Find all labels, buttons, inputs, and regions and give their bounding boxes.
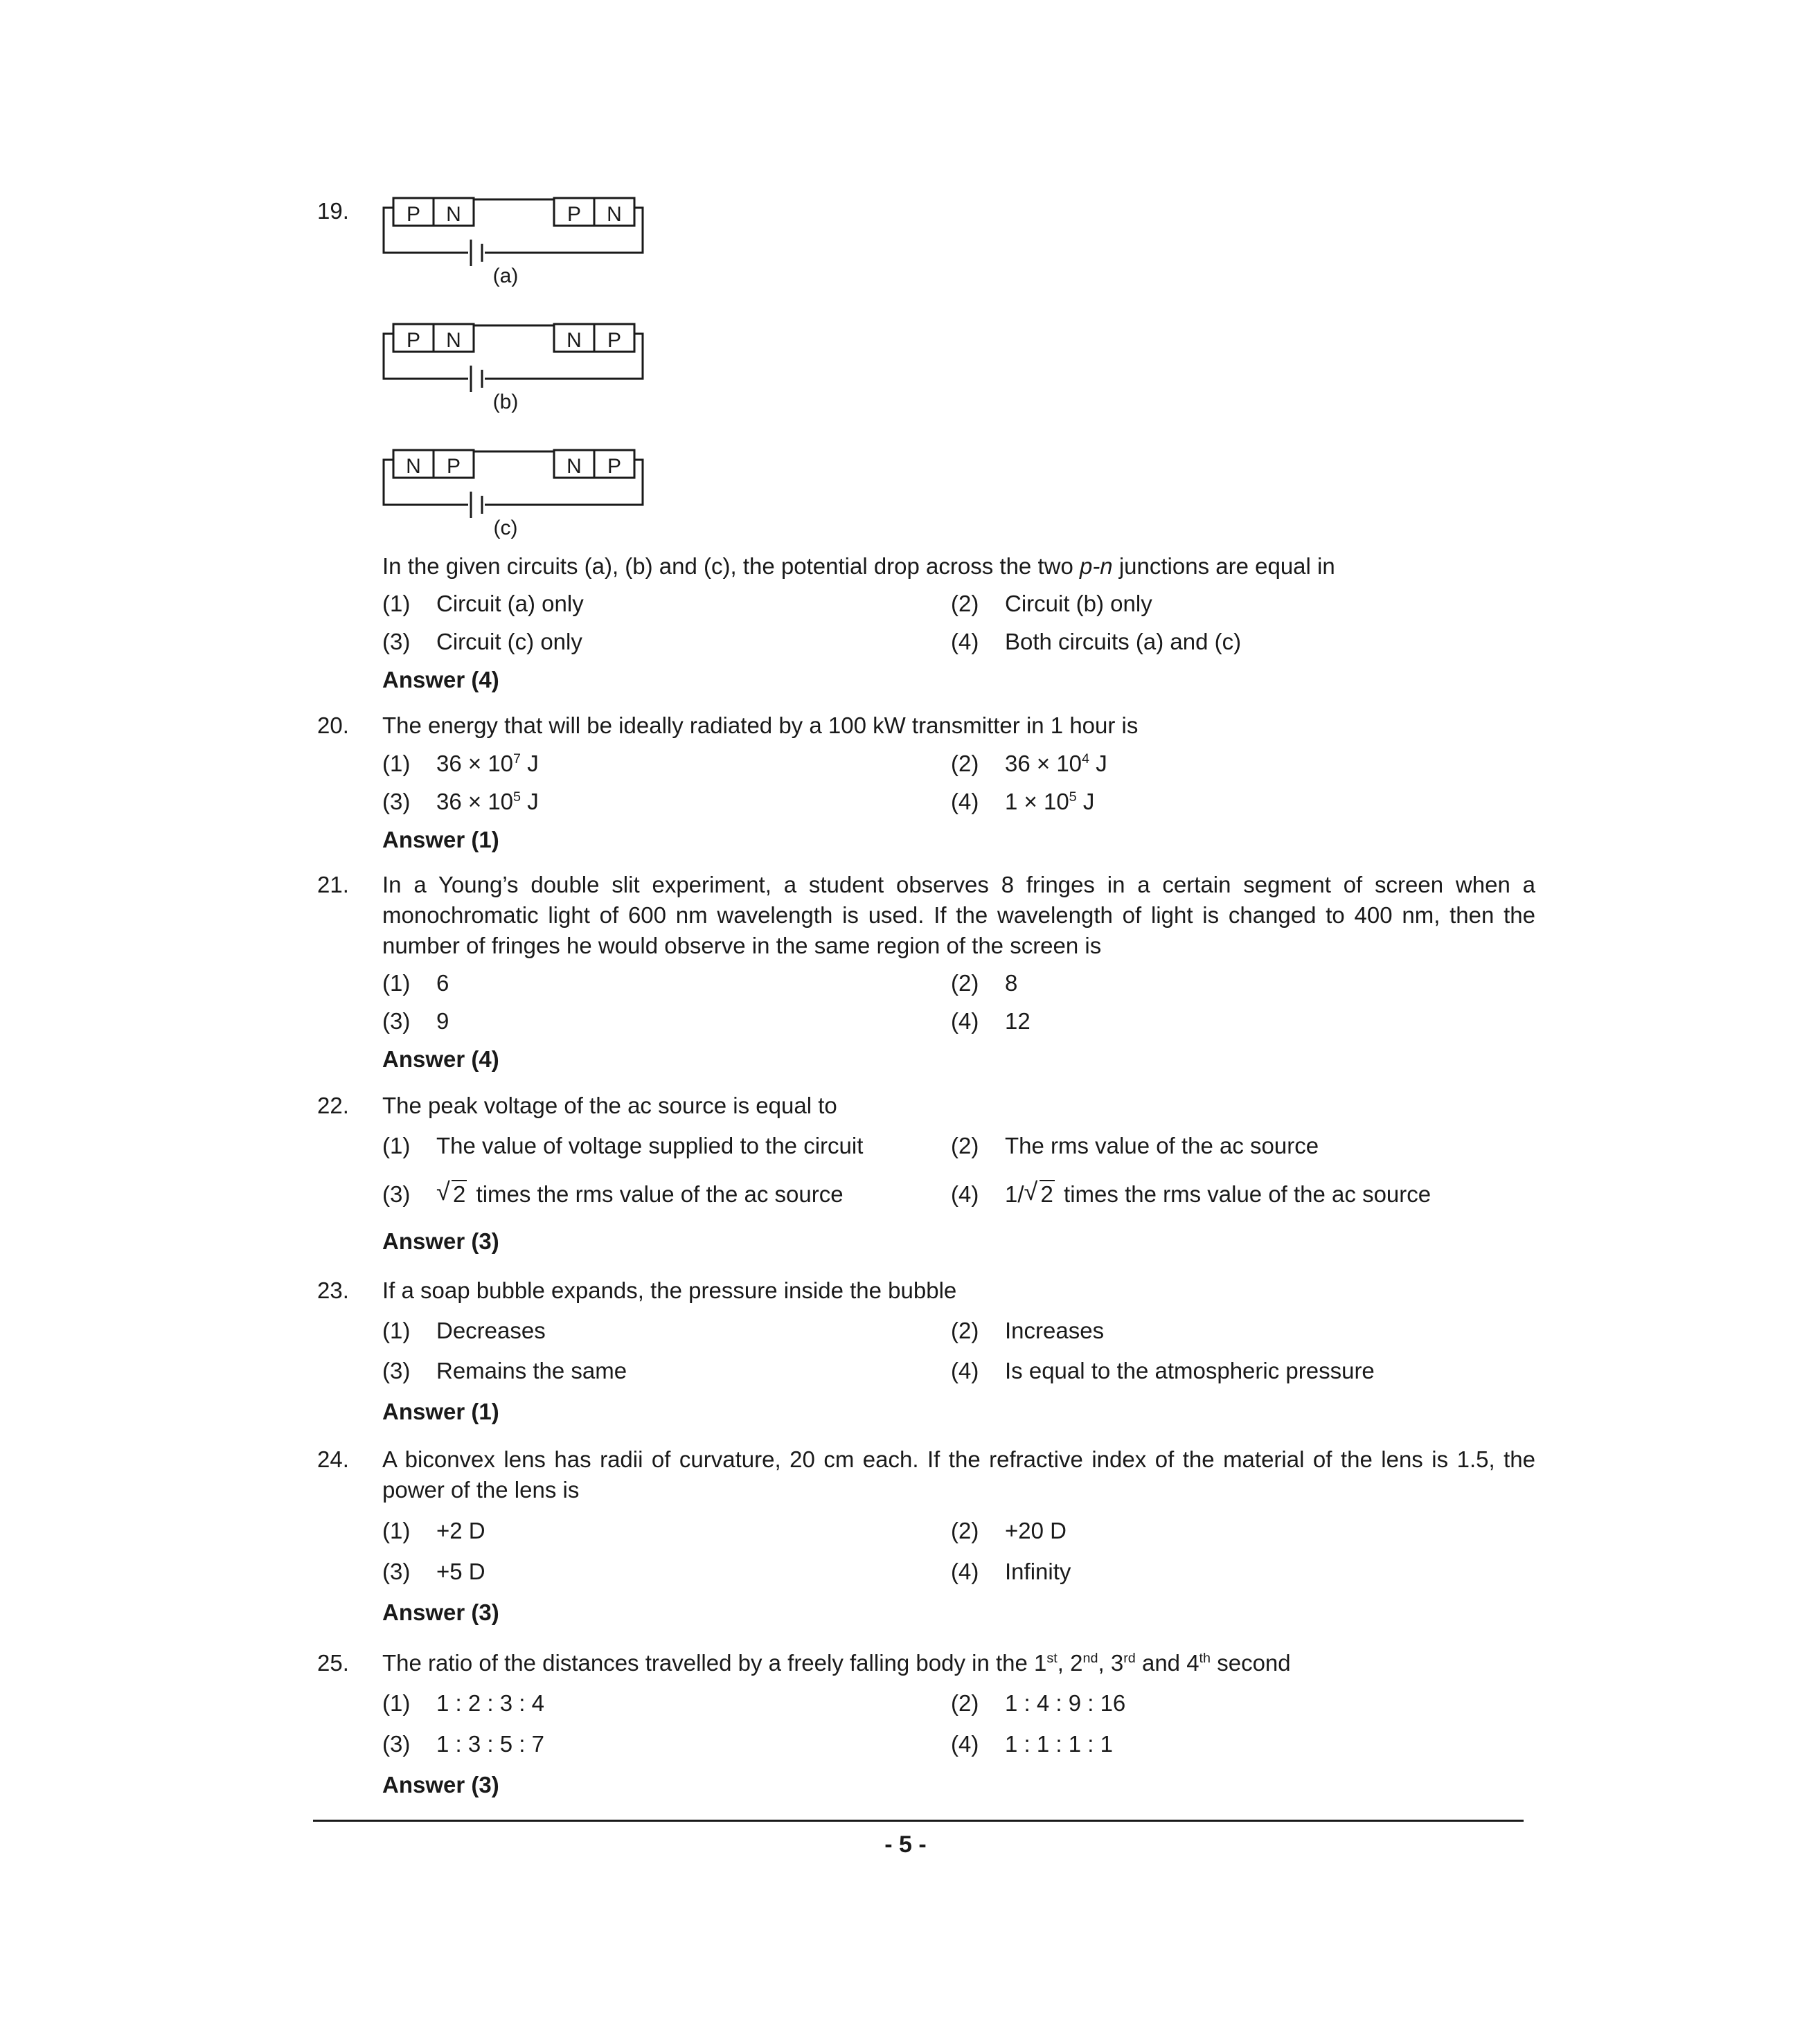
option-text: +20 D	[1005, 1518, 1067, 1543]
page-number: - 5 -	[884, 1831, 927, 1858]
option-number: (2)	[951, 1318, 979, 1343]
option-number: (3)	[382, 1181, 411, 1207]
option-text: 36 × 10	[1005, 751, 1082, 776]
ordinal-suffix: st	[1046, 1651, 1058, 1666]
answer-label: Answer (1)	[382, 1399, 499, 1424]
question-stem: If a soap bubble expands, the pressure inside the bubble	[382, 1278, 957, 1303]
option-number: (2)	[951, 970, 979, 996]
question-number: 19.	[317, 198, 349, 224]
unit: J	[521, 751, 539, 776]
option-text: 36 × 10	[436, 751, 514, 776]
option-number: (2)	[951, 1518, 979, 1543]
option-1	[382, 589, 584, 619]
answer-label: Answer (1)	[382, 827, 499, 852]
option-4	[951, 1356, 1375, 1386]
option-text: Increases	[1005, 1318, 1105, 1343]
question-number: 23.	[317, 1278, 349, 1303]
option-text: times the rms value of the ac source	[470, 1181, 844, 1207]
option-text: Circuit (b) only	[1005, 591, 1152, 616]
radicand: 2	[453, 1181, 466, 1207]
option-3	[382, 1006, 449, 1037]
question-stem: In a Young’s double slit experiment, a student observes 8 fringes in a certain segment of screen when a monochromatic light of 600 nm wavelength is used. If the wavelength of light is changed to 400 nm, then the number of fringes he would observe in the same region of the screen is	[382, 872, 1535, 958]
option-2	[951, 589, 1152, 619]
exponent: 5	[1069, 789, 1077, 805]
option-number: (1)	[382, 1133, 411, 1158]
unit: J	[521, 789, 539, 814]
option-1	[382, 748, 539, 779]
question-number: 24.	[317, 1446, 349, 1472]
option-number: (3)	[382, 629, 411, 654]
p-label: P	[406, 329, 421, 352]
option-2	[951, 1131, 1319, 1161]
option-number: (4)	[951, 1008, 979, 1034]
exponent: 4	[1082, 751, 1090, 766]
question-stem: A biconvex lens has radii of curvature, 20 cm each. If the refractive index of the material of the lens is 1.5, the power of the lens is	[382, 1446, 1535, 1503]
option-number: (2)	[951, 591, 979, 616]
circuit-diagram-c	[374, 446, 651, 550]
option-number: (3)	[382, 1358, 411, 1383]
option-text: 12	[1005, 1008, 1031, 1034]
exponent: 7	[513, 751, 521, 766]
p-label: P	[406, 203, 421, 226]
option-number: (3)	[382, 1731, 411, 1757]
option-2	[951, 1688, 1125, 1719]
option-text: 1 : 3 : 5 : 7	[436, 1731, 544, 1757]
option-1	[382, 1516, 485, 1546]
option-text: 1 : 2 : 3 : 4	[436, 1690, 544, 1716]
n-label: N	[446, 329, 461, 352]
option-4	[951, 1006, 1031, 1037]
answer-label: Answer (4)	[382, 1046, 499, 1072]
stem-text: , 3	[1098, 1650, 1124, 1676]
option-1	[382, 1316, 546, 1346]
option-1	[382, 968, 449, 998]
n-label: N	[446, 203, 461, 226]
radicand: 2	[1040, 1181, 1053, 1207]
option-text: Remains the same	[436, 1358, 627, 1383]
n-label: N	[607, 203, 622, 226]
option-3	[382, 627, 582, 657]
option-number: (3)	[382, 789, 411, 814]
option-3	[382, 1729, 544, 1759]
option-text: Circuit (c) only	[436, 629, 582, 654]
question-stem: The peak voltage of the ac source is equal to	[382, 1093, 837, 1118]
p-label: P	[607, 455, 622, 478]
stem-text: In the given circuits (a), (b) and (c), the potential drop across the two	[382, 553, 1080, 579]
option-4	[951, 627, 1241, 657]
option-2	[951, 968, 1017, 998]
p-label: P	[567, 203, 582, 226]
option-text: Both circuits (a) and (c)	[1005, 629, 1242, 654]
option-text: 36 × 10	[436, 789, 514, 814]
circuit-diagram-b	[374, 320, 651, 424]
option-number: (1)	[382, 970, 411, 996]
ordinal-suffix: th	[1199, 1651, 1211, 1666]
option-4	[951, 787, 1094, 817]
option-3	[382, 1179, 844, 1210]
n-label: N	[567, 329, 582, 352]
diagram-caption-a: (a)	[492, 265, 519, 287]
option-text: Circuit (a) only	[436, 591, 584, 616]
option-text: The value of voltage supplied to the circuit	[436, 1133, 864, 1158]
option-2	[951, 1516, 1067, 1546]
option-number: (4)	[951, 1731, 979, 1757]
option-number: (2)	[951, 1133, 979, 1158]
option-text: 8	[1005, 970, 1018, 996]
option-text: 1 : 1 : 1 : 1	[1005, 1731, 1113, 1757]
option-number: (1)	[382, 1318, 411, 1343]
option-3	[382, 787, 539, 817]
exponent: 5	[513, 789, 521, 805]
circuit-diagram-a	[374, 194, 651, 298]
ordinal-suffix: rd	[1123, 1651, 1136, 1666]
option-3	[382, 1557, 485, 1587]
option-number: (2)	[951, 1690, 979, 1716]
question-number: 21.	[317, 872, 349, 897]
stem-text: second	[1211, 1650, 1291, 1676]
option-number: (1)	[382, 751, 411, 776]
option-number: (3)	[382, 1559, 411, 1584]
answer-label: Answer (4)	[382, 667, 499, 692]
option-2	[951, 1316, 1104, 1346]
option-number: (4)	[951, 789, 979, 814]
option-text: +5 D	[436, 1559, 485, 1584]
option-number: (4)	[951, 629, 979, 654]
stem-text: , 2	[1057, 1650, 1083, 1676]
answer-label: Answer (3)	[382, 1228, 499, 1254]
answer-label: Answer (3)	[382, 1772, 499, 1798]
option-number: (1)	[382, 591, 411, 616]
option-text: 6	[436, 970, 449, 996]
option-text: +2 D	[436, 1518, 485, 1543]
option-number: (4)	[951, 1181, 979, 1207]
option-number: (4)	[951, 1559, 979, 1584]
question-number: 22.	[317, 1093, 349, 1118]
stem-text: The ratio of the distances travelled by a freely falling body in the 1	[382, 1650, 1047, 1676]
option-text: Is equal to the atmospheric pressure	[1005, 1358, 1375, 1383]
option-4	[951, 1179, 1431, 1210]
stem-text: junctions are equal in	[1112, 553, 1335, 579]
option-text: The rms value of the ac source	[1005, 1133, 1319, 1158]
question-stem	[382, 1648, 1535, 1678]
option-text: 1 × 10	[1005, 789, 1069, 814]
option-number: (1)	[382, 1518, 411, 1543]
stem-italic: p-n	[1079, 553, 1113, 579]
option-text: Decreases	[436, 1318, 546, 1343]
sqrt-expression: √ 2	[436, 1177, 466, 1207]
option-number: (1)	[382, 1690, 411, 1716]
option-1	[382, 1131, 863, 1161]
unit: J	[1076, 789, 1095, 814]
question-number: 20.	[317, 712, 349, 738]
question-stem	[382, 551, 1535, 582]
question-number: 25.	[317, 1650, 349, 1676]
option-4	[951, 1729, 1113, 1759]
option-text: times the rms value of the ac source	[1057, 1181, 1431, 1207]
diagram-caption-c: (c)	[493, 517, 518, 539]
option-number: (4)	[951, 1358, 979, 1383]
p-label: P	[607, 329, 622, 352]
ordinal-suffix: nd	[1082, 1651, 1098, 1666]
stem-text: and 4	[1135, 1650, 1199, 1676]
diagram-caption-b: (b)	[492, 391, 519, 413]
option-number: (3)	[382, 1008, 411, 1034]
option-3	[382, 1356, 627, 1386]
option-1	[382, 1688, 544, 1719]
option-number: (2)	[951, 751, 979, 776]
sqrt-expression: √ 2	[1024, 1177, 1053, 1207]
option-2	[951, 748, 1107, 779]
n-label: N	[406, 455, 421, 478]
unit: J	[1089, 751, 1107, 776]
fraction-prefix: 1/	[1005, 1181, 1024, 1207]
option-text: Infinity	[1005, 1559, 1071, 1584]
question-stem: The energy that will be ideally radiated by a 100 kW transmitter in 1 hour is	[382, 712, 1139, 738]
option-text: 9	[436, 1008, 449, 1034]
p-label: P	[446, 455, 461, 478]
option-text: 1 : 4 : 9 : 16	[1005, 1690, 1126, 1716]
answer-label: Answer (3)	[382, 1599, 499, 1625]
n-label: N	[567, 455, 582, 478]
option-4	[951, 1557, 1071, 1587]
footer-divider	[313, 1820, 1524, 1822]
